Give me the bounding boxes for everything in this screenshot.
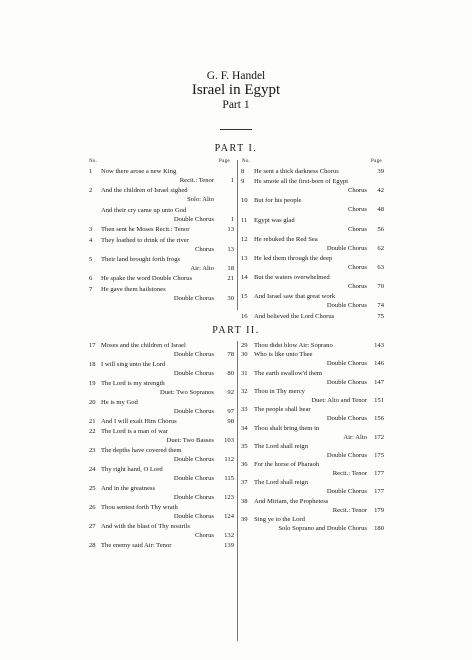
entry-title: And their cry came up unto God <box>101 206 187 214</box>
entry-title: And believed the Lord Chorus <box>254 312 335 320</box>
entry-number: 35 <box>241 442 248 450</box>
entry-title: The people shall hear <box>254 406 311 414</box>
part1-column-divider <box>237 160 238 310</box>
entry-title: And Miriam, the Prophetess <box>254 497 329 505</box>
entry-number: 32 <box>241 387 248 395</box>
entry-page: 177 <box>374 470 384 478</box>
entry-page: 124 <box>224 513 234 520</box>
entry-number: 21 <box>89 418 96 425</box>
entry-page: 175 <box>374 451 384 459</box>
entry-page: 1 <box>230 177 234 184</box>
col-page-left: Page <box>219 159 230 164</box>
entry-voicing: Chorus <box>347 187 367 195</box>
entry-voicing: Double Chorus <box>326 451 367 459</box>
entry-title: Now there arose a new King <box>101 168 177 175</box>
entry-page: 179 <box>374 506 384 514</box>
entry-number: 22 <box>89 428 96 435</box>
entry-number: 39 <box>241 516 248 523</box>
entry-number: 9 <box>241 178 245 186</box>
part2-heading: PART II. <box>212 325 260 336</box>
entry-voicing: Chorus <box>194 245 214 253</box>
entry-voicing: Double Chorus <box>173 215 214 223</box>
entry-voicing: Double Chorus <box>173 475 214 482</box>
entry-page: 62 <box>377 244 384 252</box>
entry-title: The Lord shall reign <box>254 442 309 450</box>
work-title: Israel in Egypt <box>191 82 281 98</box>
entry-number: 4 <box>89 236 93 244</box>
entry-page: 139 <box>224 542 234 549</box>
entry-title: Thou shalt bring them in <box>254 424 320 432</box>
entry-voicing: Solo Soprano and Double Chorus <box>278 525 367 532</box>
entry-number: 13 <box>241 255 248 262</box>
entry-number: 36 <box>241 461 248 469</box>
entry-page: 172 <box>374 433 384 441</box>
entry-title: But the waters overwhelmed <box>254 274 330 282</box>
entry-voicing: Double Chorus <box>326 378 367 386</box>
entry-voicing: Double Chorus <box>173 513 214 520</box>
entry-title: For the horse of Pharaoh <box>254 461 320 469</box>
entry-page: 75 <box>377 312 384 320</box>
entry-title: And I will exalt Him Chorus <box>101 418 177 425</box>
entry-title: I will sing unto the Lord <box>101 361 166 368</box>
entry-voicing: Double Chorus <box>173 294 214 302</box>
entry-title: The depths have covered them <box>101 447 182 454</box>
col-no-left: No. <box>89 159 98 164</box>
entry-number: 15 <box>241 293 248 301</box>
entry-number: 10 <box>241 197 248 205</box>
entry-title: The Lord is a man of war <box>101 428 169 435</box>
entry-page: 146 <box>374 360 384 368</box>
entry-page: 63 <box>377 264 384 271</box>
entry-voicing: Chorus <box>347 283 367 291</box>
entry-page: 92 <box>227 389 234 396</box>
entry-voicing: Chorus <box>347 264 367 271</box>
entry-number: 37 <box>241 479 248 487</box>
entry-title: He gave them hailstones <box>101 285 166 293</box>
entry-page: 80 <box>227 370 234 377</box>
entry-number: 30 <box>241 351 248 359</box>
entry-title: The earth swallow'd them <box>254 369 323 377</box>
entry-title: Their land brought forth frogs <box>101 256 181 263</box>
entry-number: 18 <box>89 361 96 368</box>
entry-title: And with the blast of Thy nostrils <box>101 523 190 530</box>
entry-voicing: Chorus <box>347 206 367 214</box>
entry-page: 1 <box>230 215 234 223</box>
entry-title: And the children of Israel sighed <box>101 187 188 195</box>
entry-page: 156 <box>374 415 384 423</box>
entry-page: 112 <box>224 456 234 463</box>
entry-page: 56 <box>377 225 384 233</box>
entry-title: The Lord is my strength <box>101 380 165 387</box>
entry-number: 17 <box>89 342 96 349</box>
entry-number: 19 <box>89 380 96 387</box>
entry-page: 70 <box>377 283 384 291</box>
entry-title: Sing ye to the Lord <box>254 516 305 523</box>
entry-page: 151 <box>374 396 384 404</box>
entry-page: 42 <box>377 187 384 195</box>
entry-voicing: Double Chorus <box>173 456 214 463</box>
col-no-right: No. <box>242 159 251 164</box>
entry-page: 13 <box>227 245 234 253</box>
entry-number: 11 <box>241 216 248 224</box>
entry-number: 33 <box>241 406 248 414</box>
entry-number: 25 <box>89 485 96 492</box>
entry-page: 30 <box>227 294 234 302</box>
entry-number: 8 <box>241 168 245 175</box>
entry-title: But for his people <box>254 197 302 205</box>
entry-voicing: Double Chorus <box>173 494 214 501</box>
entry-title: He smote all the first-born of Egypt <box>254 178 349 186</box>
col-page-right: Page <box>371 159 382 164</box>
entry-number: 38 <box>241 497 248 505</box>
entry-title: And Israel saw that great work <box>254 293 336 301</box>
entry-page: 97 <box>227 408 234 415</box>
part-label: Part 1 <box>222 99 250 111</box>
entry-title: Egypt was glad <box>254 216 295 224</box>
entry-page: 180 <box>374 525 384 532</box>
entry-number: 16 <box>241 312 248 320</box>
entry-title: The Lord shall reign <box>254 479 309 487</box>
entry-number: 12 <box>241 235 248 243</box>
composer-name: G. F. Handel <box>206 70 266 82</box>
entry-number: 26 <box>89 504 96 511</box>
entry-number: 27 <box>89 523 96 530</box>
entry-voicing: Air: Alto <box>343 433 367 441</box>
entry-page: 177 <box>374 488 384 496</box>
entry-page: 74 <box>377 302 384 310</box>
entry-page: 78 <box>227 351 234 358</box>
entry-number: 5 <box>89 256 93 263</box>
entry-voicing: Double Chorus <box>326 488 367 496</box>
entry-voicing: Double Chorus <box>173 408 214 415</box>
entry-number: 1 <box>89 168 93 175</box>
entry-title: Thy right hand, O Lord <box>101 466 163 473</box>
part2-column-divider <box>237 341 238 641</box>
entry-page: 98 <box>227 418 234 425</box>
entry-number: 31 <box>241 369 248 377</box>
entry-page: 18 <box>227 265 234 272</box>
entry-voicing: Air: Alto <box>190 265 214 272</box>
entry-title: Moses and the children of Israel <box>101 342 186 349</box>
entry-number: 29 <box>241 342 248 349</box>
entry-title: Thou didst blow Air: Soprano <box>254 342 333 349</box>
entry-page: 132 <box>224 532 234 539</box>
entry-number: 3 <box>89 226 93 234</box>
entry-voicing: Double Chorus <box>326 302 367 310</box>
entry-page: 13 <box>227 226 234 234</box>
entry-page: 115 <box>224 475 234 482</box>
entry-voicing: Recit.: Tenor <box>332 470 367 478</box>
entry-voicing: Recit.: Tenor <box>332 506 367 514</box>
entry-number: 2 <box>89 187 93 195</box>
entry-title: The enemy said Air: Tenor <box>101 542 172 549</box>
part1-heading: PART I. <box>214 143 258 154</box>
entry-title: Then sent he Moses Recit.: Tenor <box>101 226 190 234</box>
entry-voicing: Double Chorus <box>173 351 214 358</box>
entry-number: 34 <box>241 424 248 432</box>
entry-title: He spake the word Double Chorus <box>101 275 193 283</box>
entry-title: He led them through the deep <box>254 255 333 262</box>
entry-page: 21 <box>227 275 234 283</box>
entry-number: 23 <box>89 447 96 454</box>
entry-voicing: Double Chorus <box>326 415 367 423</box>
entry-title: Thou sentest forth Thy wrath <box>101 504 178 511</box>
entry-page: 103 <box>224 437 234 444</box>
entry-title: He rebuked the Red Sea <box>254 235 318 243</box>
entry-page: 143 <box>374 342 384 349</box>
entry-title: He is my God <box>101 399 138 406</box>
entry-voicing: Double Chorus <box>173 370 214 377</box>
entry-voicing: Double Chorus <box>326 244 367 252</box>
entry-voicing: Duet: Two Basses <box>166 437 214 444</box>
entry-voicing: Recit.: Tenor <box>179 177 214 184</box>
entry-page: 48 <box>377 206 384 214</box>
entry-number: 6 <box>89 275 93 283</box>
entry-title: Thou in Thy mercy <box>254 387 305 395</box>
entry-page: 123 <box>224 494 234 501</box>
entry-title: Who is like unto Thee <box>254 351 313 359</box>
title-rule <box>220 129 252 130</box>
entry-voicing: Double Chorus <box>326 360 367 368</box>
entry-voicing: Chorus <box>347 225 367 233</box>
entry-title: He sent a thick darkness Chorus <box>254 168 339 175</box>
entry-voicing: Duet: Alto and Tenor <box>311 396 367 404</box>
entry-number: 20 <box>89 399 96 406</box>
entry-number: 24 <box>89 466 96 473</box>
entry-title: They loathed to drink of the river <box>101 236 189 244</box>
entry-number: 7 <box>89 285 93 293</box>
entry-number: 14 <box>241 274 248 282</box>
entry-voicing: Chorus <box>194 532 214 539</box>
entry-voicing: Solo: Alto <box>187 196 214 204</box>
entry-page: 147 <box>374 378 384 386</box>
entry-page: 39 <box>377 168 384 175</box>
entry-voicing: Duet: Two Sopranos <box>160 389 214 396</box>
entry-title: And in the greatness <box>101 485 156 492</box>
entry-number: 28 <box>89 542 96 549</box>
